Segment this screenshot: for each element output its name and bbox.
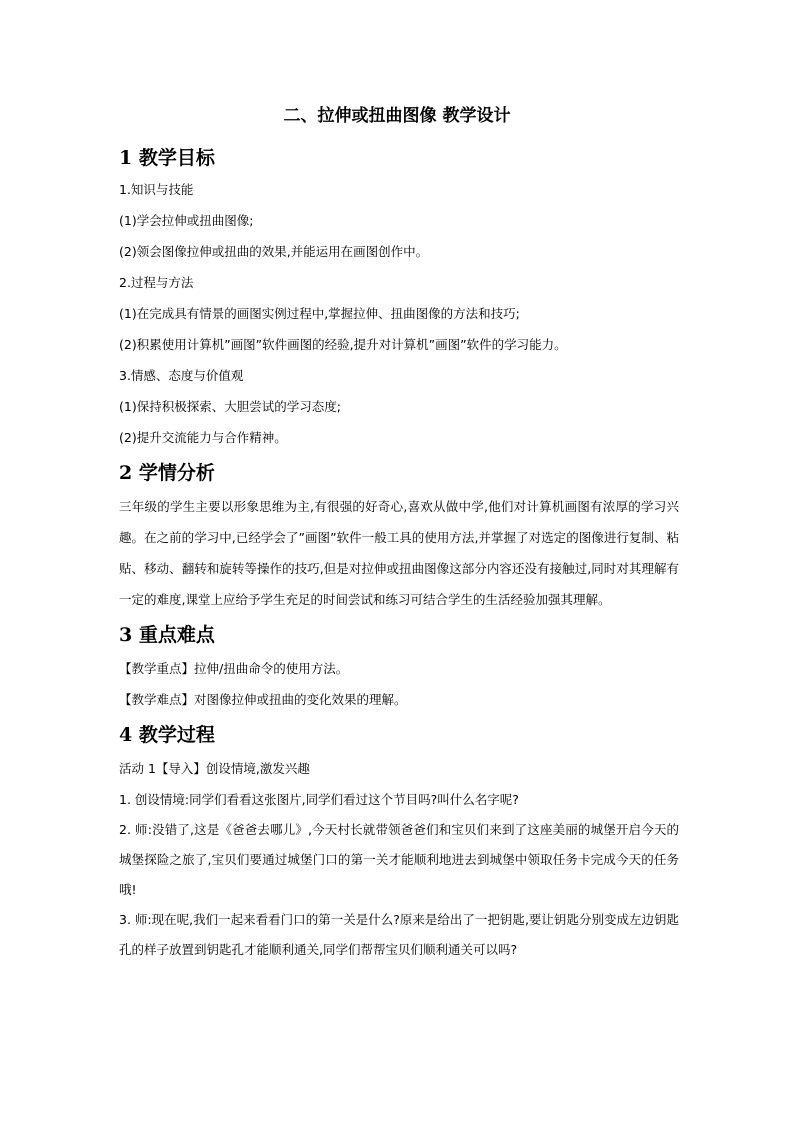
objective-line: (1)在完成具有情景的画图实例过程中,掌握拉伸、扭曲图像的方法和技巧; xyxy=(119,306,520,321)
objective-line: (2)领会图像拉伸或扭曲的效果,并能运用在画图创作中。 xyxy=(119,244,429,259)
section-heading-process: 4 教学过程 xyxy=(119,724,215,746)
document-body xyxy=(119,144,679,965)
process-line: 1. 创设情境:同学们看看这张图片,同学们看过这个节目吗?叫什么名字呢? xyxy=(119,792,519,807)
objective-line: (2)积累使用计算机”画图”软件画图的经验,提升对计算机”画图”软件的学习能力。 xyxy=(119,337,567,352)
process-paragraph: 3. 师:现在呢,我们一起来看看门口的第一关是什么?原来是给出了一把钥匙,要让钥匙分别变成左边钥匙孔的样子放置到钥匙孔才能顺利通关,同学们帮帮宝贝们顺利通关可以吗? xyxy=(119,912,679,957)
objective-line: 3.情感、态度与价值观 xyxy=(119,368,244,383)
key-point-line: 【教学重点】拉伸/扭曲命令的使用方法。 xyxy=(119,661,349,676)
analysis-paragraph: 三年级的学生主要以形象思维为主,有很强的好奇心,喜欢从做中学,他们对计算机画图有浓厚的学习兴趣。在之前的学习中,已经学会了”画图”软件一般工具的使用方法,并掌握了对选定的图像进行复制、粘贴、移动、翻转和旋转等操作的技巧,但是对拉伸或扭曲图像这部分内容还没有接触过,同时对其理解有一定的难度,课堂上应给予学生充足的时间尝试和练习可结合学生的生活经验加强其理解。 xyxy=(119,499,679,607)
objective-line: 2.过程与方法 xyxy=(119,275,194,290)
section-heading-key-points: 3 重点难点 xyxy=(119,624,215,646)
document-title: 二、拉伸或扭曲图像 教学设计 xyxy=(283,106,511,126)
objective-line: (2)提升交流能力与合作精神。 xyxy=(119,430,287,445)
process-paragraph: 2. 师:没错了,这是《爸爸去哪儿》,今天村长就带领爸爸们和宝贝们来到了这座美丽的城堡开启今天的城堡探险之旅了,宝贝们要通过城堡门口的第一关才能顺利地进去到城堡中领取任务卡完成今天的任务哦! xyxy=(119,822,679,897)
section-heading-objectives: 1 教学目标 xyxy=(119,147,215,169)
key-point-line: 【教学难点】对图像拉伸或扭曲的变化效果的理解。 xyxy=(119,692,407,707)
process-line: 活动 1【导入】创设情境,激发兴趣 xyxy=(119,761,310,776)
objective-line: 1.知识与技能 xyxy=(119,182,194,197)
objective-line: (1)保持积极探索、大胆尝试的学习态度; xyxy=(119,399,341,414)
section-heading-analysis: 2 学情分析 xyxy=(119,462,215,484)
objective-line: (1)学会拉伸或扭曲图像; xyxy=(119,213,254,228)
